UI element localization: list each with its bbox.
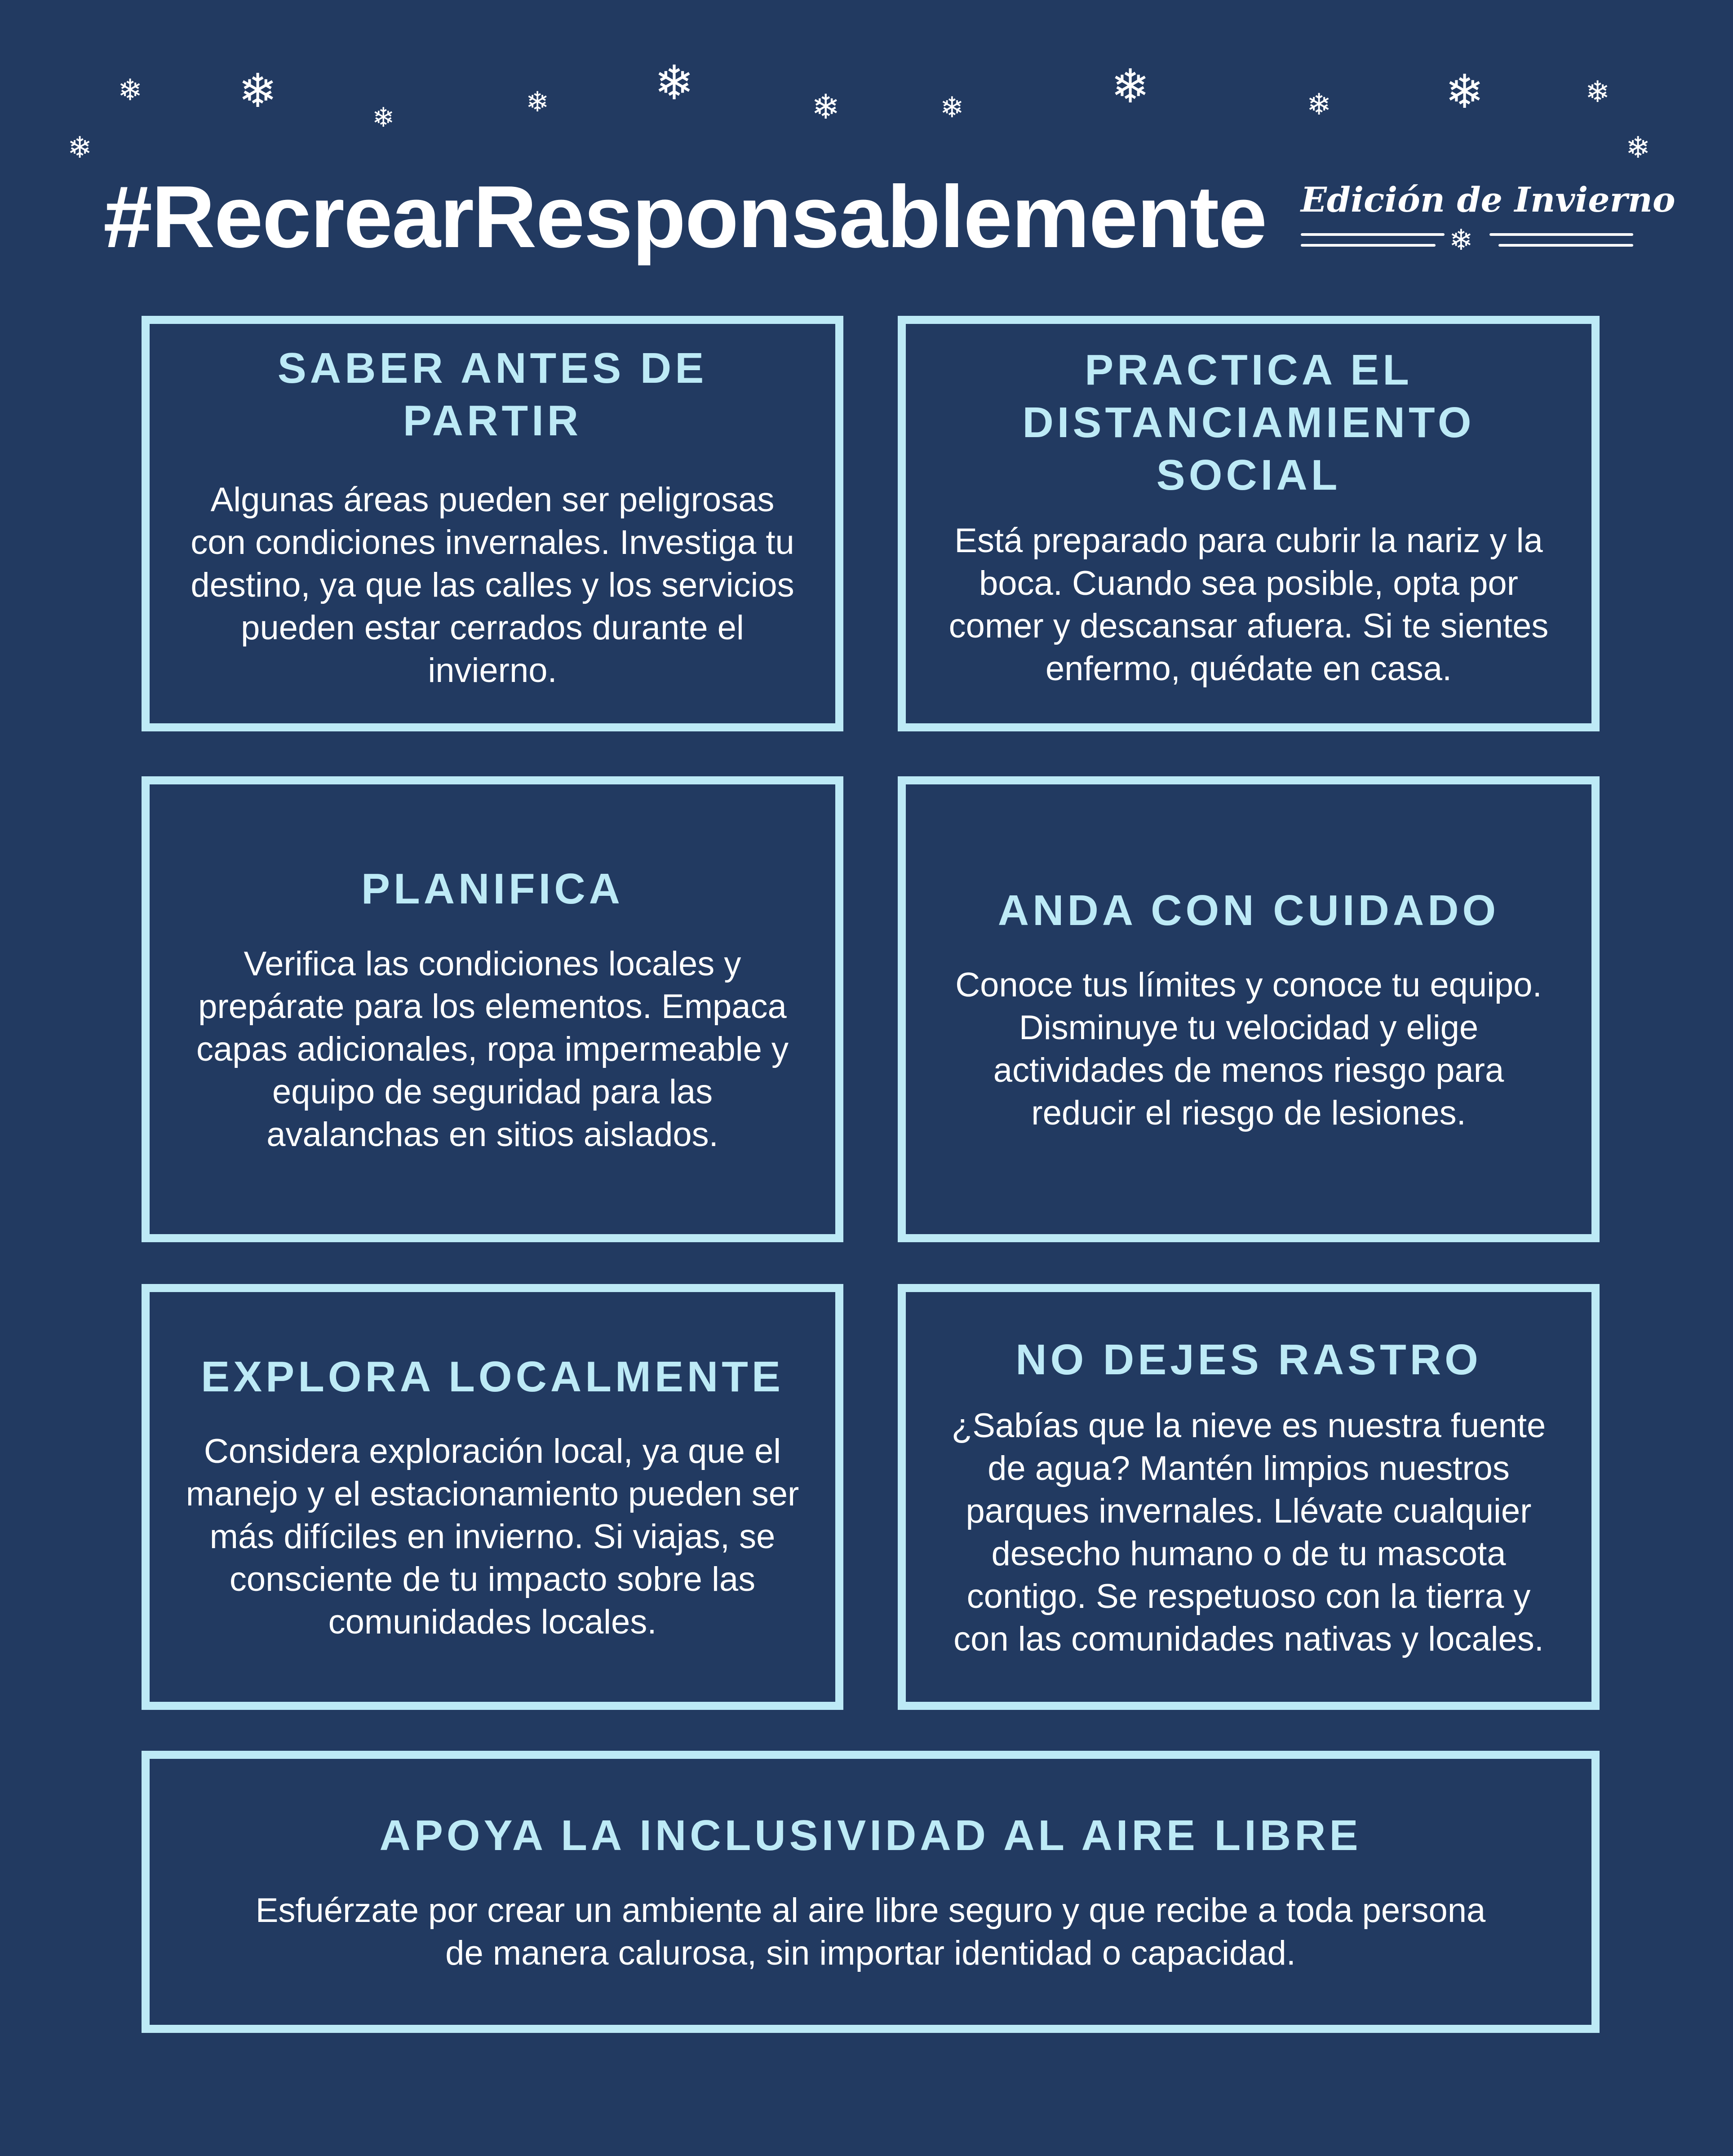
card-body: Conoce tus límites y conoce tu equipo. Disminuye tu velocidad y elige actividades de menos riesgo para reducir el riesgo de lesiones. xyxy=(955,966,1542,1133)
card-body: Algunas áreas pueden ser peligrosas con condiciones invernales. Investiga tu destino, ya que las calles y los servicios pueden estar cerrados durante el invierno. xyxy=(191,481,794,690)
snowflake-icon: ❄ xyxy=(372,102,395,133)
card-title: PLANIFICA xyxy=(361,865,624,913)
snowflake-icon: ❄ xyxy=(67,130,93,165)
snowflake-icon: ❄ xyxy=(1111,59,1150,114)
card-title: APOYA LA INCLUSIVIDAD AL AIRE LIBRE xyxy=(379,1811,1362,1860)
card-title: EXPLORA LOCALMENTE xyxy=(201,1352,784,1401)
snowflake-icon: ❄ xyxy=(118,73,143,107)
card-title: SABER ANTES DE PARTIR xyxy=(277,344,708,445)
tip-card-planifica xyxy=(142,776,843,1242)
snowflake-icon: ❄ xyxy=(1449,224,1473,257)
card-body: Considera exploración local, ya que el manejo y el estacionamiento pueden ser más difíciles en invierno. Si viajas, se consciente de tu impacto sobre las comunidades locales. xyxy=(186,1432,799,1642)
card-title: NO DEJES RASTRO xyxy=(1015,1336,1482,1384)
snowflake-icon: ❄ xyxy=(654,55,694,111)
tip-card-saber-antes xyxy=(142,316,843,731)
snowflake-icon: ❄ xyxy=(238,63,278,118)
tip-card-no-dejes-rastro xyxy=(898,1284,1600,1710)
tip-card-anda-con-cuidado xyxy=(898,776,1600,1242)
snowflake-icon: ❄ xyxy=(1626,130,1651,165)
tip-card-explora-localmente xyxy=(142,1284,843,1710)
card-body: Verifica las condiciones locales y prepárate para los elementos. Empaca capas adicionales, ropa impermeable y equipo de seguridad para las avalanchas en sitios aislados. xyxy=(196,944,789,1154)
edition-divider xyxy=(1301,224,1633,257)
snowflake-icon: ❄ xyxy=(811,87,840,127)
snowflake-icon: ❄ xyxy=(940,91,964,124)
tip-card-distanciamiento xyxy=(898,316,1600,731)
tip-card-inclusividad xyxy=(142,1751,1600,2033)
snowflake-icon: ❄ xyxy=(1585,75,1610,109)
card-title: PRACTICA EL DISTANCIAMIENTO SOCIAL xyxy=(1022,345,1475,500)
edition-badge xyxy=(1301,180,1675,257)
card-body: Esfuérzate por crear un ambiente al aire libre seguro y que recibe a toda persona de manera calurosa, sin importar identidad o capacidad. xyxy=(255,1891,1486,1972)
snowflake-icon: ❄ xyxy=(1445,64,1485,119)
snowflake-icon: ❄ xyxy=(526,85,549,118)
edition-label: Edición de Invierno xyxy=(1301,180,1675,220)
card-body: ¿Sabías que la nieve es nuestra fuente de agua? Mantén limpios nuestros parques invernales. Llévate cualquier desecho humano o de tu mascota contigo. Se respetuoso con la tierra y con las comunidades nativas y locales. xyxy=(951,1406,1546,1658)
snowflake-icon: ❄ xyxy=(1307,87,1332,122)
card-body: Está preparado para cubrir la nariz y la boca. Cuando sea posible, opta por comer y descansar afuera. Si te sientes enfermo, quédate en casa. xyxy=(948,522,1549,688)
card-title: ANDA CON CUIDADO xyxy=(997,886,1500,934)
page-title: #RecrearResponsablemente xyxy=(103,168,1267,266)
